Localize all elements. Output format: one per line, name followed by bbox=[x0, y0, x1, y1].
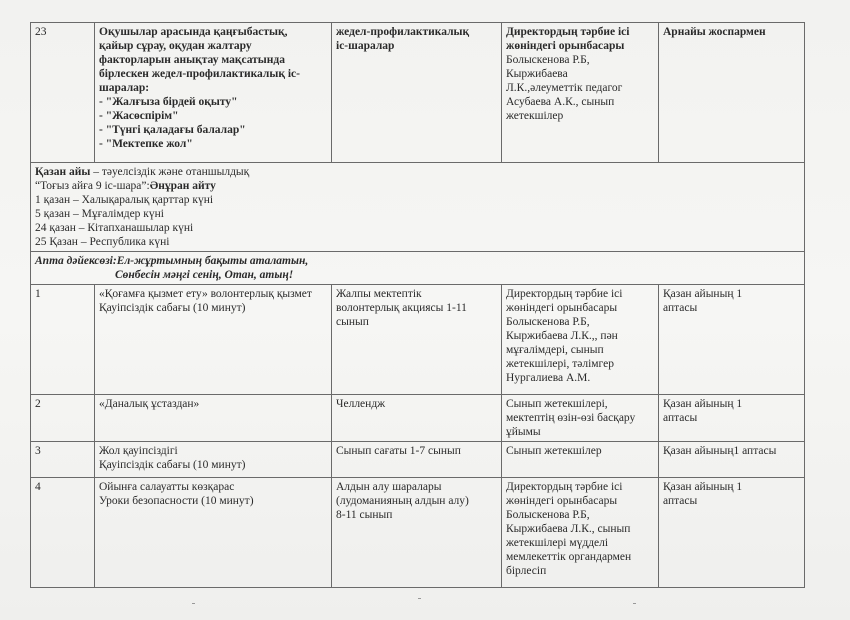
form-cell bbox=[332, 478, 502, 588]
responsible-line: жетекшілері, тәлімгер bbox=[506, 358, 614, 370]
responsible-line: Сынып жетекшілері, bbox=[506, 398, 608, 410]
month-header-row bbox=[31, 163, 805, 252]
event-line: «Қоғамға қызмет ету» волонтерлық қызмет bbox=[99, 288, 312, 300]
responsible-line: Л.К.,әлеуметтік педагог bbox=[506, 82, 623, 94]
responsible-line: Кыржибаева bbox=[506, 68, 568, 80]
table-row bbox=[31, 285, 805, 395]
motto-line: Апта дәйексөзі:Ел-жұртымның бақыты аталатын, bbox=[35, 255, 309, 267]
row-number: 3 bbox=[31, 442, 95, 478]
scan-speck bbox=[418, 598, 421, 599]
motto-row bbox=[31, 252, 805, 285]
event-line: Оқушылар арасында қаңғыбастық, bbox=[99, 26, 288, 38]
deadline-line: Қазан айының 1 bbox=[663, 288, 743, 300]
form-line: волонтерлық акциясы 1-11 bbox=[336, 302, 467, 314]
responsible-line: жөніндегі орынбасары bbox=[506, 495, 618, 507]
responsible-line: жөніндегі орынбасары bbox=[506, 40, 625, 52]
event-line: бірлескен жедел-профилактикалық іс- bbox=[99, 68, 300, 80]
responsible-line: Директордың тәрбие ісі bbox=[506, 26, 630, 38]
row-number: 1 bbox=[31, 285, 95, 395]
deadline-line: Қазан айының 1 bbox=[663, 481, 743, 493]
responsible-line: Кыржибаева Л.К.,, пән bbox=[506, 330, 618, 342]
event-line: Қауіпсіздік сабағы (10 минут) bbox=[99, 459, 246, 471]
form-cell bbox=[332, 395, 502, 442]
responsible-line: мұғалімдері, сынып bbox=[506, 344, 604, 356]
month-info-cell bbox=[31, 163, 805, 252]
form-line: (лудоманияның алдын алу) bbox=[336, 495, 469, 507]
deadline-cell bbox=[659, 442, 805, 478]
holiday-date: 25 Қазан – Республика күні bbox=[35, 236, 170, 248]
holiday-date: 5 қазан – Мұғалімдер күні bbox=[35, 208, 164, 220]
row-number: 2 bbox=[31, 395, 95, 442]
deadline-cell: Арнайы жоспармен bbox=[659, 23, 805, 163]
responsible-line: Болыскенова Р.Б, bbox=[506, 509, 590, 521]
deadline-cell bbox=[659, 478, 805, 588]
event-cell bbox=[95, 285, 332, 395]
event-line: - "Түнгі қаладағы балалар" bbox=[99, 124, 246, 136]
row-number: 23 bbox=[31, 23, 95, 163]
responsible-line: жетекшілер bbox=[506, 110, 564, 122]
month-theme: – тәуелсіздік және отаншылдық bbox=[90, 166, 250, 178]
month-title: Қазан айы bbox=[35, 166, 91, 178]
responsible-line: Асубаева А.К., сынып bbox=[506, 96, 615, 108]
deadline-line: аптасы bbox=[663, 495, 698, 507]
event-cell bbox=[95, 395, 332, 442]
responsible-line: Директордың тәрбие ісі bbox=[506, 288, 623, 300]
event-line: Қауіпсіздік сабағы (10 минут) bbox=[99, 302, 246, 314]
event-line: «Даналық ұстаздан» bbox=[99, 398, 200, 410]
responsible-line: Директордың тәрбие ісі bbox=[506, 481, 623, 493]
responsible-cell bbox=[502, 478, 659, 588]
event-line: - "Мектепке жол" bbox=[99, 138, 193, 150]
form-cell bbox=[332, 442, 502, 478]
motto-line: Сөнбесін мәңгі сенің, Отан, атың! bbox=[115, 269, 294, 281]
responsible-line: Кыржибаева Л.К., сынып bbox=[506, 523, 631, 535]
responsible-line: Болыскенова Р.Б, bbox=[506, 54, 590, 66]
form-cell bbox=[332, 23, 502, 163]
form-line: Челлендж bbox=[336, 398, 386, 410]
form-line: сынып bbox=[336, 316, 369, 328]
responsible-cell bbox=[502, 23, 659, 163]
table-row bbox=[31, 395, 805, 442]
form-line: іс-шаралар bbox=[336, 40, 395, 52]
responsible-line: мектептің өзін-өзі басқару bbox=[506, 412, 636, 424]
event-line: қайыр сұрау, оқудан жалтару bbox=[99, 40, 252, 52]
form-line: Алдын алу шаралары bbox=[336, 481, 442, 493]
table-row bbox=[31, 478, 805, 588]
holiday-date: 1 қазан – Халықаралық қарттар күні bbox=[35, 194, 214, 206]
responsible-line: жөніндегі орынбасары bbox=[506, 302, 618, 314]
deadline-line: аптасы bbox=[663, 412, 698, 424]
deadline-line: Қазан айының 1 bbox=[663, 398, 743, 410]
deadline-cell bbox=[659, 395, 805, 442]
form-line: Жалпы мектептік bbox=[336, 288, 422, 300]
form-line: жедел-профилактикалық bbox=[336, 26, 470, 38]
event-line: - "Жасөспірім" bbox=[99, 110, 179, 122]
event-plan-table bbox=[30, 22, 805, 588]
event-line: Жол қауіпсіздігі bbox=[99, 445, 178, 457]
table-row bbox=[31, 23, 805, 163]
event-line: факторларын анықтау мақсатында bbox=[99, 54, 285, 66]
event-line: - "Жалғыза бірдей оқыту" bbox=[99, 96, 238, 108]
deadline-line: аптасы bbox=[663, 302, 698, 314]
responsible-line: Болыскенова Р.Б, bbox=[506, 316, 590, 328]
responsible-cell bbox=[502, 442, 659, 478]
responsible-line: жетекшілері мүдделі bbox=[506, 537, 609, 549]
scan-speck bbox=[633, 603, 636, 604]
form-line: 8-11 сынып bbox=[336, 509, 393, 521]
anthem-label: Әнұран айту bbox=[149, 180, 216, 192]
responsible-cell bbox=[502, 285, 659, 395]
deadline-cell bbox=[659, 285, 805, 395]
deadline-line: Қазан айының1 аптасы bbox=[663, 445, 777, 457]
event-cell bbox=[95, 23, 332, 163]
responsible-line: Нургалиева А.М. bbox=[506, 372, 591, 384]
responsible-line: мемлекеттік органдармен bbox=[506, 551, 632, 563]
table-row bbox=[31, 442, 805, 478]
event-line: шаралар: bbox=[99, 82, 150, 94]
responsible-line: бірлесіп bbox=[506, 565, 547, 577]
holiday-date: 24 қазан – Кітапханашылар күні bbox=[35, 222, 194, 234]
responsible-line: Сынып жетекшілер bbox=[506, 445, 602, 457]
form-cell bbox=[332, 285, 502, 395]
nine-events-label: “Тоғыз айға 9 іс-шара”: bbox=[35, 180, 150, 192]
row-number: 4 bbox=[31, 478, 95, 588]
event-line: Уроки безопасности (10 минут) bbox=[99, 495, 254, 507]
scan-speck bbox=[192, 603, 195, 604]
weekly-motto bbox=[31, 252, 805, 285]
event-line: Ойынға салауатты көзқарас bbox=[99, 481, 235, 493]
event-cell bbox=[95, 478, 332, 588]
responsible-cell bbox=[502, 395, 659, 442]
event-cell bbox=[95, 442, 332, 478]
responsible-line: ұйымы bbox=[506, 426, 541, 438]
form-line: Сынып сағаты 1-7 сынып bbox=[336, 445, 461, 457]
